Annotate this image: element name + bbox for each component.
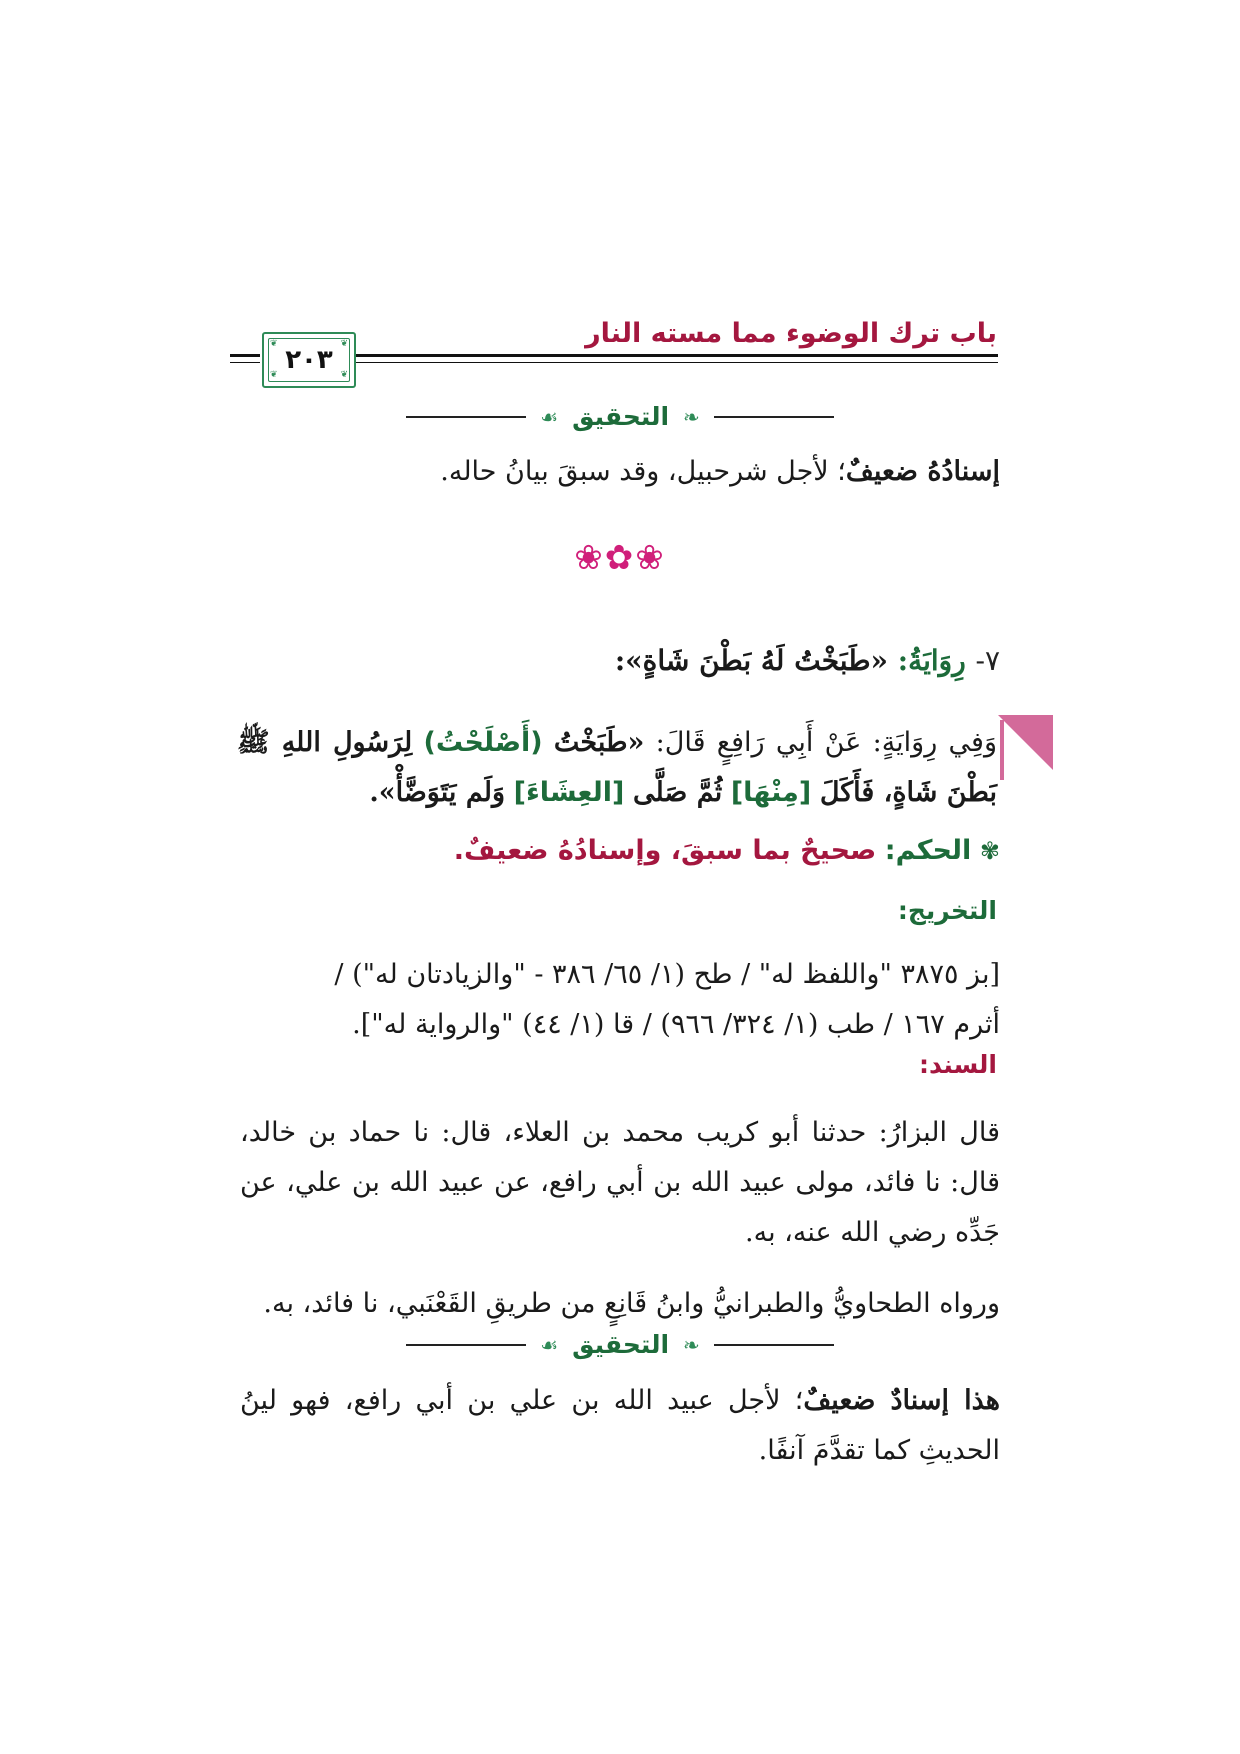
section-heading-tahqiq-2 xyxy=(0,1330,1240,1359)
isnad-verdict: إسنادُهُ ضعيفٌ xyxy=(845,456,1000,487)
ornament-icon: ❧ xyxy=(683,404,700,429)
sanad-text: قال البزارُ: حدثنا أبو كريب محمد بن العلاء، قال: نا حماد بن خالد، قال: نا فائد، مولى عبيد الله بن أبي رافع، عن عبيد الله بن علي، عن جَدِّه رضي الله عنه، به. xyxy=(240,1117,1000,1248)
tahqiq-paragraph xyxy=(240,446,1000,497)
corner-ornament-icon: ❦ xyxy=(340,370,348,380)
takhrij-line: [بز ٣٨٧٥ "واللفظ له" / طح (١/ ٦٥/ ٣٨٦ - "والزيادتان له") / xyxy=(334,959,1000,990)
hadith-alt: [مِنْهَا] xyxy=(730,777,812,808)
isnad-verdict: هذا إسنادٌ ضعيفٌ xyxy=(803,1385,1000,1416)
heading-line xyxy=(406,1344,526,1346)
sanad-heading: السند: xyxy=(918,1050,997,1079)
corner-ornament-icon: ❦ xyxy=(340,339,348,349)
takhrij-text xyxy=(240,950,1000,1050)
sanad-text-2: ورواه الطحاويُّ والطبرانيُّ وابنُ قَانِعٍ من طريقِ القَعْنَبي، نا فائد، به. xyxy=(263,1288,1000,1319)
hadith-intro: وَفِي رِوَايَةٍ: عَنْ أَبِي رَافِعٍ قَالَ: xyxy=(644,727,997,758)
heading-line xyxy=(406,416,526,418)
corner-ornament-icon: ❦ xyxy=(270,339,278,349)
page-number: ٢٠٣ xyxy=(285,345,333,375)
hadith-part: لِرَسُولِ اللهِ ﷺ بَطْنَ شَاةٍ، فَأَكَلَ xyxy=(237,727,997,808)
ruling-text: صحيحٌ بما سبقَ، وإسنادُهُ ضعيفٌ. xyxy=(453,835,877,866)
header-rule-top xyxy=(230,354,260,357)
ruling-line xyxy=(240,835,1000,866)
item-label: رِوَايَةُ: xyxy=(897,644,966,677)
ornament-icon: ❧ xyxy=(683,1332,700,1357)
page-number-box xyxy=(262,332,356,388)
section-heading-tahqiq xyxy=(0,402,1240,431)
hadith-corner-ornament xyxy=(998,715,1053,770)
corner-ornament-icon: ❦ xyxy=(270,370,278,380)
hadith-alt: [العِشَاءَ] xyxy=(513,777,625,808)
running-header-title: باب ترك الوضوء مما مسته النار xyxy=(585,318,997,349)
header-rule-bottom xyxy=(230,362,260,363)
takhrij-line: أثرم ١٦٧ / طب (١/ ٣٢٤/ ٩٦٦) / قا (١/ ٤٤) "والرواية له"]. xyxy=(352,1009,1000,1040)
heading-label: التحقيق xyxy=(572,402,670,431)
header-rule-bottom-right xyxy=(356,362,998,363)
ornament-icon: ☙ xyxy=(540,404,559,429)
item-number: ٧- xyxy=(975,644,1000,677)
hadith-part: «طَبَخْتُ xyxy=(553,727,645,758)
hadith-part: ثُمَّ صَلَّى xyxy=(632,777,723,808)
takhrij-heading: التخريج: xyxy=(897,896,997,925)
heading-line xyxy=(714,416,834,418)
heading-line xyxy=(714,1344,834,1346)
ruling-label: الحكم: xyxy=(884,835,972,866)
heading-label: التحقيق xyxy=(572,1330,670,1359)
hadith-side-bar xyxy=(1000,720,1004,780)
ornament-icon: ☙ xyxy=(540,1332,559,1357)
divider-ornament-icon: ❀✿❀ xyxy=(574,538,666,578)
hadith-alt: (أَصْلَحْتُ) xyxy=(423,727,543,758)
header-rule-top-right xyxy=(356,354,998,357)
item-title xyxy=(240,644,1000,677)
tahqiq-paragraph-2 xyxy=(240,1376,1000,1476)
item-quote: «طَبَخْتُ لَهُ بَطْنَ شَاةٍ»: xyxy=(614,644,889,677)
hadith-text xyxy=(237,718,997,818)
isnad-reason: ؛ لأجل شرحبيل، وقد سبقَ بيانُ حاله. xyxy=(440,456,846,487)
flower-icon: ✾ xyxy=(979,837,1000,865)
hadith-part: وَلَم يَتَوَضَّأْ». xyxy=(369,777,506,808)
isnad-reason: ؛ لأجل عبيد الله بن علي بن أبي رافع، فهو لينُ الحديثِ كما تقدَّمَ آنفًا. xyxy=(240,1385,1000,1466)
